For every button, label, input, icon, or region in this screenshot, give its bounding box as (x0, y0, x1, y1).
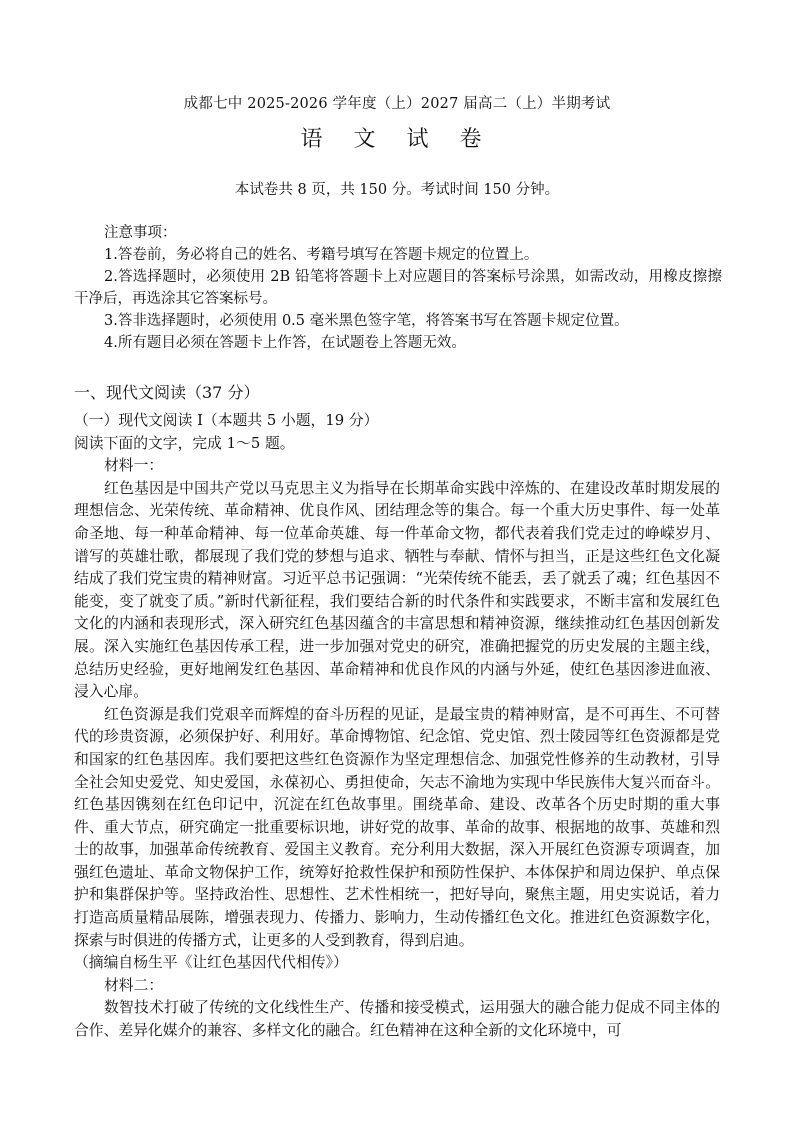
material2-label: 材料二： (104, 976, 164, 994)
notice-item: 4.所有题目必须在答题卡上作答，在试题卷上答题无效。 (104, 335, 466, 351)
exam-info: 本试卷共 8 页，共 150 分。考试时间 150 分钟。 (234, 182, 560, 198)
material2-paragraph: 数智技术打破了传统的文化线性生产、传播和接受模式，运用强大的融合能力促成不同主体的合作、差异化媒介的兼容、多样文化的融合。红色精神在这种全新的文化环境中，可 (74, 999, 720, 1040)
notice-block (74, 222, 722, 354)
notice-heading: 注意事项： (104, 225, 177, 241)
section-title: 一、现代文阅读（37 分） (74, 383, 260, 402)
reading-instruction: 阅读下面的文字，完成 1～5 题。 (74, 434, 295, 452)
notice-item: 1.答卷前，务必将自己的姓名、考籍号填写在答题卡规定的位置上。 (104, 247, 539, 263)
material1-paragraph: 红色资源是我们党艰辛而辉煌的奋斗历程的见证，是最宝贵的精神财富，是不可再生、不可替代的珍贵资源，必须保护好、利用好。革命博物馆、纪念馆、党史馆、烈士陵园等红色资源都是党和国家的红色基因库。我们要把这些红色资源作为坚定理想信念、加强党性修养的生动教材，引导全社会知史爱党、知史爱国，永葆初心、勇担使命，矢志不渝地为实现中华民族伟大复兴而奋斗。红色基因镌刻在红色印记中，沉淀在红色故事里。围绕革命、建设、改革各个历史时期的重大事件、重大节点，研究确定一批重要标识地，讲好党的故事、革命的故事、根据地的故事、英雄和烈士的故事，加强革命传统教育、爱国主义教育。充分利用大数据，深入开展红色资源专项调查，加强红色遗址、革命文物保护工作，统筹好抢救性保护和预防性保护、本体保护和周边保护、单点保护和集群保护等。坚持政治性、思想性、艺术性相统一，把好导向，聚焦主题，用史实说话，着力打造高质量精品展陈，增强表现力、传播力、影响力，生动传播红色文化。推进红色资源数字化，探索与时俱进的传播方式，让更多的人受到教育，得到启迪。 (74, 705, 720, 949)
notice-item: 3.答非选择题时，必须使用 0.5 毫米黑色签字笔，将答案书写在答题卡规定位置。 (104, 313, 629, 329)
material1-paragraph: 红色基因是中国共产党以马克思主义为指导在长期革命实践中淬炼的、在建设改革时期发展的理想信念、光荣传统、革命精神、优良作风、团结理念等的集合。每一个重大历史事件、每一处革命圣地、每一种革命精神、每一位革命英雄、每一件革命文物，都代表着我们党走过的峥嵘岁月、谱写的英雄壮歌，都展现了我们党的梦想与追求、牺牲与奉献、情怀与担当，正是这些红色文化凝结成了我们党宝贵的精神财富。习近平总书记强调：“光荣传统不能丢，丢了就丢了魂；红色基因不能变，变了就变了质。”新时代新征程，我们要结合新的时代条件和实践要求，不断丰富和发展红色文化的内涵和表现形式，深入研究红色基因蕴含的丰富思想和精神资源，继续推动红色基因创新发展。深入实施红色基因传承工程，进一步加强对党史的研究，准确把握党的历史发展的主题主线，总结历史经验，更好地阐发红色基因、革命精神和优良作风的内涵与外延，使红色基因渗进血液、浸入心扉。 (74, 479, 720, 701)
subsection-title: （一）现代文阅读 I（本题共 5 小题，19 分） (74, 412, 379, 429)
material1-label: 材料一： (104, 457, 164, 475)
school-exam-line: 成都七中 2025-2026 学年度（上）2027 届高二（上）半期考试 (183, 96, 611, 112)
reading-passage (74, 410, 720, 1043)
material1-source: （摘编自杨生平《让红色基因代代相传》） (74, 954, 348, 972)
page-title: 语 文 试 卷 (300, 127, 494, 152)
notice-item: 2.答选择题时，必须使用 2B 铅笔将答题卡上对应题目的答案标号涂黑，如需改动，用橡皮擦擦干净后，再选涂其它答案标号。 (74, 269, 722, 307)
